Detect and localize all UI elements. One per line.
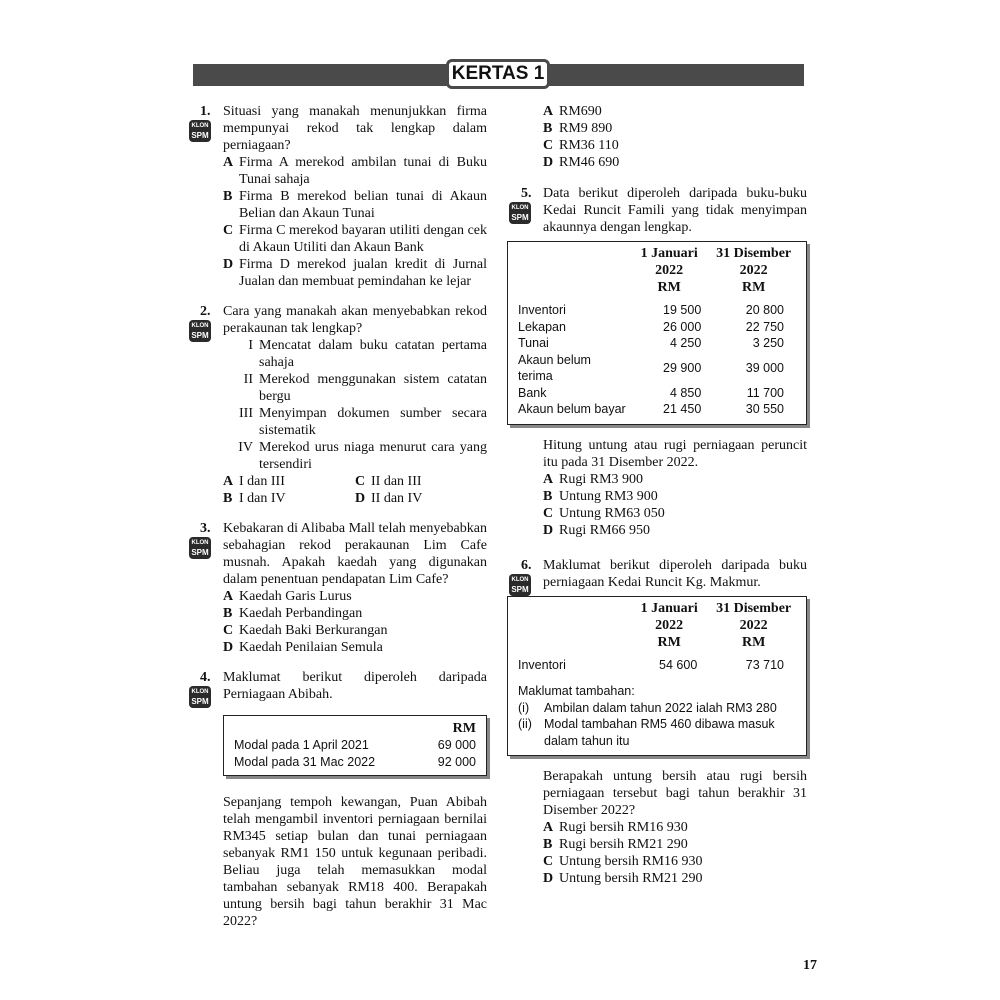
option-c[interactable]: C Untung RM63 050: [543, 505, 665, 521]
options-row: [223, 473, 487, 490]
balance-table: [507, 241, 807, 425]
table-row: Modal pada 31 Mac 2022 92 000: [234, 754, 476, 769]
column-header: 1 Januari 2022 RM: [640, 600, 698, 650]
klon-spm-badge-icon: KLON SPM: [509, 574, 531, 596]
option-c[interactable]: C Untung bersih RM16 930: [543, 854, 703, 869]
option-b[interactable]: B Firma B merekod belian tunai di Akaun Belian dan Akaun Tunai: [223, 189, 487, 221]
option-b[interactable]: B Kaedah Perbandingan: [223, 606, 363, 621]
additional-info-ii: (ii) Modal tambahan RM5 460 dibawa masuk dalam tahun itu: [518, 717, 775, 748]
additional-info-title: Maklumat tambahan:: [518, 684, 635, 698]
option-b[interactable]: B I dan IV: [223, 491, 286, 506]
question-text: Maklumat berikut diperoleh daripada buku perniagaan Kedai Runcit Kg. Makmur.: [543, 557, 807, 590]
question-text: Situasi yang manakah menunjukkan firma mempunyai rekod tak lengkap dalam perniagaan?: [223, 104, 487, 153]
option-c[interactable]: C RM36 110: [543, 138, 619, 153]
question-text: Cara yang manakah akan menyebabkan rekod perakaunan tak lengkap?: [223, 304, 487, 336]
section-title: KERTAS 1: [446, 59, 550, 89]
option-d[interactable]: D Untung bersih RM21 290: [543, 871, 703, 886]
question-6-body: [507, 768, 807, 887]
option-b[interactable]: B Rugi bersih RM21 290: [543, 837, 688, 852]
right-column: [507, 103, 807, 887]
question-number: 3.: [200, 521, 211, 536]
table-row: Akaun belum terima 29 900 39 000: [518, 352, 784, 383]
option-b[interactable]: B Untung RM3 900: [543, 488, 658, 504]
inventory-table: [507, 596, 807, 757]
question-6: [507, 557, 807, 594]
question-body: Berapakah untung bersih atau rugi bersih perniagaan tersebut bagi tahun berakhir 31 Disember 2022?: [543, 769, 807, 818]
option-d[interactable]: D Kaedah Penilaian Semula: [223, 640, 383, 655]
table-row: Inventori 54 600 73 710: [518, 657, 784, 672]
table-row: Tunai 4 250 3 250: [518, 336, 784, 350]
question-3: [175, 520, 487, 656]
question-4: [175, 669, 487, 930]
option-c[interactable]: C Kaedah Baki Berkurangan: [223, 623, 388, 638]
option-d[interactable]: D Rugi RM66 950: [543, 522, 651, 538]
additional-info-i: (i) Ambilan dalam tahun 2022 ialah RM3 280: [518, 700, 777, 715]
unit-header: RM: [452, 721, 476, 736]
option-c[interactable]: C II dan III: [355, 474, 422, 489]
table-row: Inventori 19 500 20 800: [518, 303, 784, 317]
option-a[interactable]: A Rugi bersih RM16 930: [543, 820, 688, 835]
left-column: [175, 103, 487, 943]
klon-spm-badge-icon: KLON SPM: [509, 202, 531, 224]
table-row: Bank 4 850 11 700: [518, 385, 784, 400]
column-header: 1 Januari 2022 RM: [640, 246, 698, 295]
question-5: [507, 185, 807, 236]
option-c[interactable]: C Firma C merekod bayaran utiliti dengan cek di Akaun Utiliti dan Akaun Bank: [223, 223, 487, 255]
option-b[interactable]: B RM9 890: [543, 121, 613, 136]
question-4-options: [507, 103, 807, 171]
question-2: [175, 303, 487, 507]
question-text: Maklumat berikut diperoleh daripada Perniagaan Abibah.: [223, 670, 487, 702]
option-a[interactable]: A RM690: [543, 104, 602, 119]
page-number: 17: [803, 958, 817, 973]
question-number: 6.: [521, 557, 532, 573]
column-header: 31 Disember 2022 RM: [716, 246, 792, 295]
question-number: 2.: [200, 304, 211, 319]
options-row: [223, 490, 487, 507]
option-d[interactable]: D RM46 690: [543, 155, 620, 170]
capital-table: [223, 715, 487, 776]
option-a[interactable]: A I dan III: [223, 474, 285, 489]
table-row: Lekapan 26 000 22 750: [518, 319, 784, 334]
column-header: 31 Disember 2022 RM: [716, 600, 792, 650]
question-text: Kebakaran di Alibaba Mall telah menyebabkan sebahagian rekod perakaunan Lim Cafe musnah. Apakah kaedah yang digunakan dalam penentuan pendapatan Lim Cafe?: [223, 521, 487, 587]
klon-spm-badge-icon: KLON SPM: [189, 320, 211, 342]
question-body: Sepanjang tempoh kewangan, Puan Abibah telah mengambil inventori perniagaan bernilai RM345 setiap bulan dan tunai perniagaan sebanyak RM1 150 untuk kegunaan peribadi. Beliau juga telah memasukkan modal tambahan sebanyak RM18 400. Berapakah untung bersih bagi tahun berakhir 31 Mac 2022?: [223, 795, 487, 929]
question-text: Data berikut diperoleh daripada buku-buku Kedai Runcit Famili yang tidak menyimpan akaunnya dengan lengkap.: [543, 186, 807, 235]
klon-spm-badge-icon: KLON SPM: [189, 120, 211, 142]
klon-spm-badge-icon: KLON SPM: [189, 686, 211, 708]
question-number: 5.: [521, 186, 532, 201]
statement-i: I Mencatat dalam buku catatan pertama sahaja: [248, 338, 487, 370]
question-1: [175, 103, 487, 290]
option-a[interactable]: A Rugi RM3 900: [543, 471, 644, 487]
question-5-body: [507, 437, 807, 539]
table-row: Akaun belum bayar 21 450 30 550: [518, 402, 784, 416]
klon-spm-badge-icon: KLON SPM: [189, 537, 211, 559]
option-a[interactable]: A Kaedah Garis Lurus: [223, 589, 352, 604]
question-number: 1.: [200, 104, 211, 119]
option-a[interactable]: A Firma A merekod ambilan tunai di Buku Tunai sahaja: [223, 155, 487, 187]
question-body: Hitung untung atau rugi perniagaan peruncit itu pada 31 Disember 2022.: [543, 437, 807, 470]
option-d[interactable]: D II dan IV: [355, 491, 423, 506]
statement-iii: III Menyimpan dokumen sumber secara sistematik: [239, 406, 487, 438]
option-d[interactable]: D Firma D merekod jualan kredit di Jurnal Jualan dan membuat pemindahan ke lejar: [223, 257, 487, 289]
statement-iv: IV Merekod urus niaga menurut cara yang tersendiri: [238, 440, 487, 472]
statement-ii: II Merekod menggunakan sistem catatan bergu: [243, 372, 487, 404]
question-number: 4.: [200, 670, 211, 685]
table-row: Modal pada 1 April 2021 69 000: [234, 738, 476, 752]
